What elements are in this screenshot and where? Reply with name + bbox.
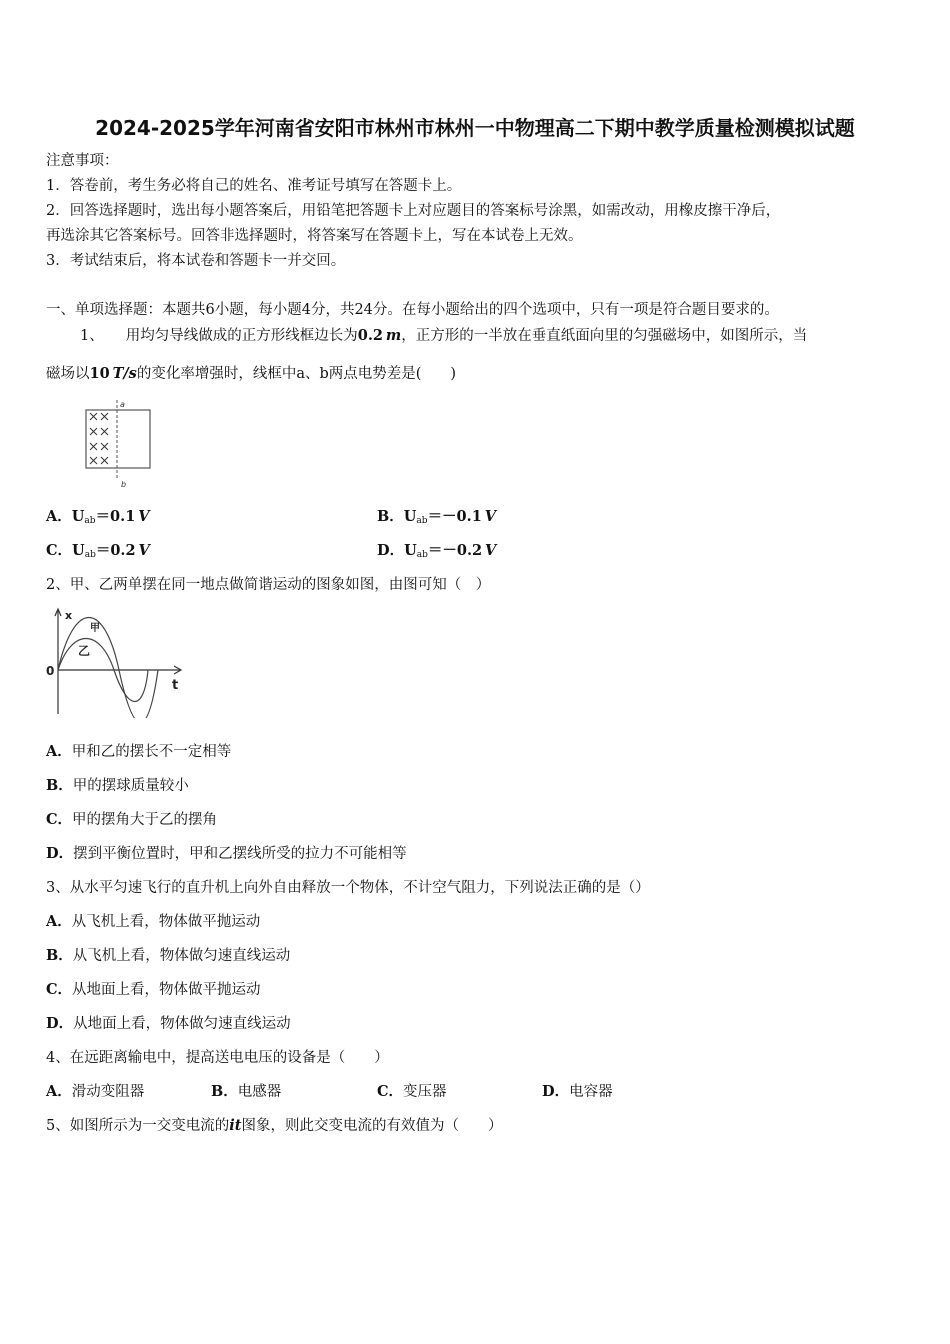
q3-option-b[interactable] — [46, 946, 290, 966]
question-4-stem: 4、在远距离输电中，提高送电电压的设备是（ ） — [46, 1050, 389, 1066]
subscript: ab — [84, 516, 96, 526]
symbol: it — [229, 1117, 242, 1134]
option-d[interactable] — [377, 541, 496, 565]
option-label: B． — [46, 777, 73, 794]
option-label: A． — [46, 913, 72, 930]
value: 0.2 — [357, 327, 383, 344]
yi-label: 乙 — [78, 644, 91, 658]
unit: V — [485, 542, 497, 559]
section-heading: 一、单项选择题：本题共6小题，每小题4分，共24分。在每小题给出的四个选项中，只有一项是符合题目要求的。 — [46, 302, 779, 318]
symbol: U — [72, 542, 85, 559]
option-value: ＝－0.2 — [427, 542, 483, 559]
q2-option-b[interactable] — [46, 776, 189, 796]
option-text: 从飞机上看，物体做平抛运动 — [71, 914, 261, 930]
question-text: 图象，则此交变电流的有效值为（ ） — [241, 1118, 503, 1134]
q2-option-d[interactable] — [46, 844, 407, 864]
option-text: 摆到平衡位置时，甲和乙摆线所受的拉力不可能相等 — [73, 846, 407, 862]
option-label: D． — [377, 542, 405, 559]
option-label: D． — [46, 845, 74, 862]
option-text: 甲的摆角大于乙的摆角 — [72, 812, 218, 828]
option-value: ＝－0.1 — [427, 508, 482, 525]
curve-jia — [58, 618, 158, 719]
question-2-stem: 2、甲、乙两单摆在同一地点做简谐运动的图象如图，由图可知（ ） — [46, 577, 491, 593]
q4-option-d[interactable] — [542, 1082, 613, 1102]
page-title: 2024-2025学年河南省安阳市林州市林州一中物理高二下期中教学质量检测模拟试题 — [95, 116, 855, 140]
q4-option-a[interactable] — [46, 1082, 144, 1102]
unit: V — [484, 508, 496, 525]
subscript: ab — [84, 550, 96, 560]
question-text: 磁场以 — [46, 366, 90, 382]
option-label: D． — [46, 1015, 74, 1032]
option-label: C． — [46, 811, 73, 828]
question-3-stem: 3、从水平匀速飞行的直升机上向外自由释放一个物体，不计空气阻力，下列说法正确的是（） — [46, 880, 650, 896]
q4-option-c[interactable] — [377, 1082, 447, 1102]
point-b-label: b — [121, 480, 127, 489]
notice-item: 2．回答选择题时，选出每小题答案后，用铅笔把答题卡上对应题目的答案标号涂黑，如需改动，用橡皮擦干净后， — [46, 203, 781, 219]
q2-option-a[interactable] — [46, 742, 231, 762]
symbol: U — [404, 542, 417, 559]
q3-option-d[interactable] — [46, 1014, 291, 1034]
origin-label: 0 — [46, 664, 55, 678]
field-crosses — [90, 413, 108, 464]
axis-x-label: x — [65, 609, 73, 622]
option-b[interactable] — [377, 507, 496, 531]
option-text: 从地面上看，物体做平抛运动 — [72, 982, 261, 998]
q3-option-a[interactable] — [46, 912, 260, 932]
subscript: ab — [416, 516, 428, 526]
option-label: A． — [46, 1083, 72, 1100]
option-label: C． — [46, 542, 73, 559]
option-label: C． — [377, 1083, 404, 1100]
question-1-line-1 — [80, 326, 807, 346]
notice-item: 1．答卷前，考生务必将自己的姓名、准考证号填写在答题卡上。 — [46, 178, 462, 194]
symbol: U — [403, 508, 417, 525]
q4-option-b[interactable] — [211, 1082, 281, 1102]
value: 10 — [89, 365, 110, 382]
option-label: B． — [377, 508, 404, 525]
question-number: 1、 — [80, 328, 104, 344]
unit: V — [138, 542, 150, 559]
notice-item: 3．考试结束后，将本试卷和答题卡一并交回。 — [46, 253, 346, 269]
symbol: U — [71, 508, 85, 525]
option-label: D． — [542, 1083, 570, 1100]
unit: V — [138, 508, 150, 525]
question-text: 的变化率增强时，线框中a、b两点电势差是( ) — [136, 366, 457, 382]
question-text: 5、如图所示为一交变电流的 — [46, 1118, 230, 1134]
notice-item: 再选涂其它答案标号。回答非选择题时，将答案写在答题卡上，写在本试卷上无效。 — [46, 228, 583, 244]
option-label: A． — [46, 743, 72, 760]
option-text: 电感器 — [237, 1084, 282, 1100]
option-text: 滑动变阻器 — [71, 1084, 145, 1100]
unit: T/s — [112, 365, 137, 382]
pendulum-graph — [44, 606, 189, 718]
option-value: ＝0.1 — [95, 508, 136, 525]
option-c[interactable] — [46, 541, 150, 565]
question-text: ，正方形的一半放在垂直纸面向里的匀强磁场中，如图所示，当 — [401, 328, 808, 344]
option-value: ＝0.2 — [95, 542, 136, 559]
option-text: 从飞机上看，物体做匀速直线运动 — [72, 948, 291, 964]
question-text: 用均匀导线做成的正方形线框边长为 — [125, 328, 358, 344]
axis-t-label: t — [172, 678, 179, 693]
point-a-label: a — [120, 400, 125, 409]
option-label: C． — [46, 981, 73, 998]
option-label: B． — [211, 1083, 238, 1100]
option-text: 甲的摆球质量较小 — [72, 778, 189, 794]
jia-label: 甲 — [90, 623, 100, 634]
question-5-stem — [46, 1116, 502, 1136]
option-a[interactable] — [46, 507, 149, 531]
subscript: ab — [416, 550, 428, 560]
unit: m — [385, 327, 402, 344]
option-label: B． — [46, 947, 73, 964]
option-text: 变压器 — [403, 1084, 447, 1100]
option-label: A． — [46, 508, 72, 525]
q3-option-c[interactable] — [46, 980, 261, 1000]
q2-option-c[interactable] — [46, 810, 217, 830]
option-text: 从地面上看，物体做匀速直线运动 — [73, 1016, 291, 1032]
loop-figure — [80, 398, 160, 490]
option-text: 电容器 — [569, 1084, 613, 1100]
notice-heading: 注意事项： — [46, 153, 119, 169]
option-text: 甲和乙的摆长不一定相等 — [71, 744, 232, 760]
question-1-line-2 — [46, 364, 456, 384]
